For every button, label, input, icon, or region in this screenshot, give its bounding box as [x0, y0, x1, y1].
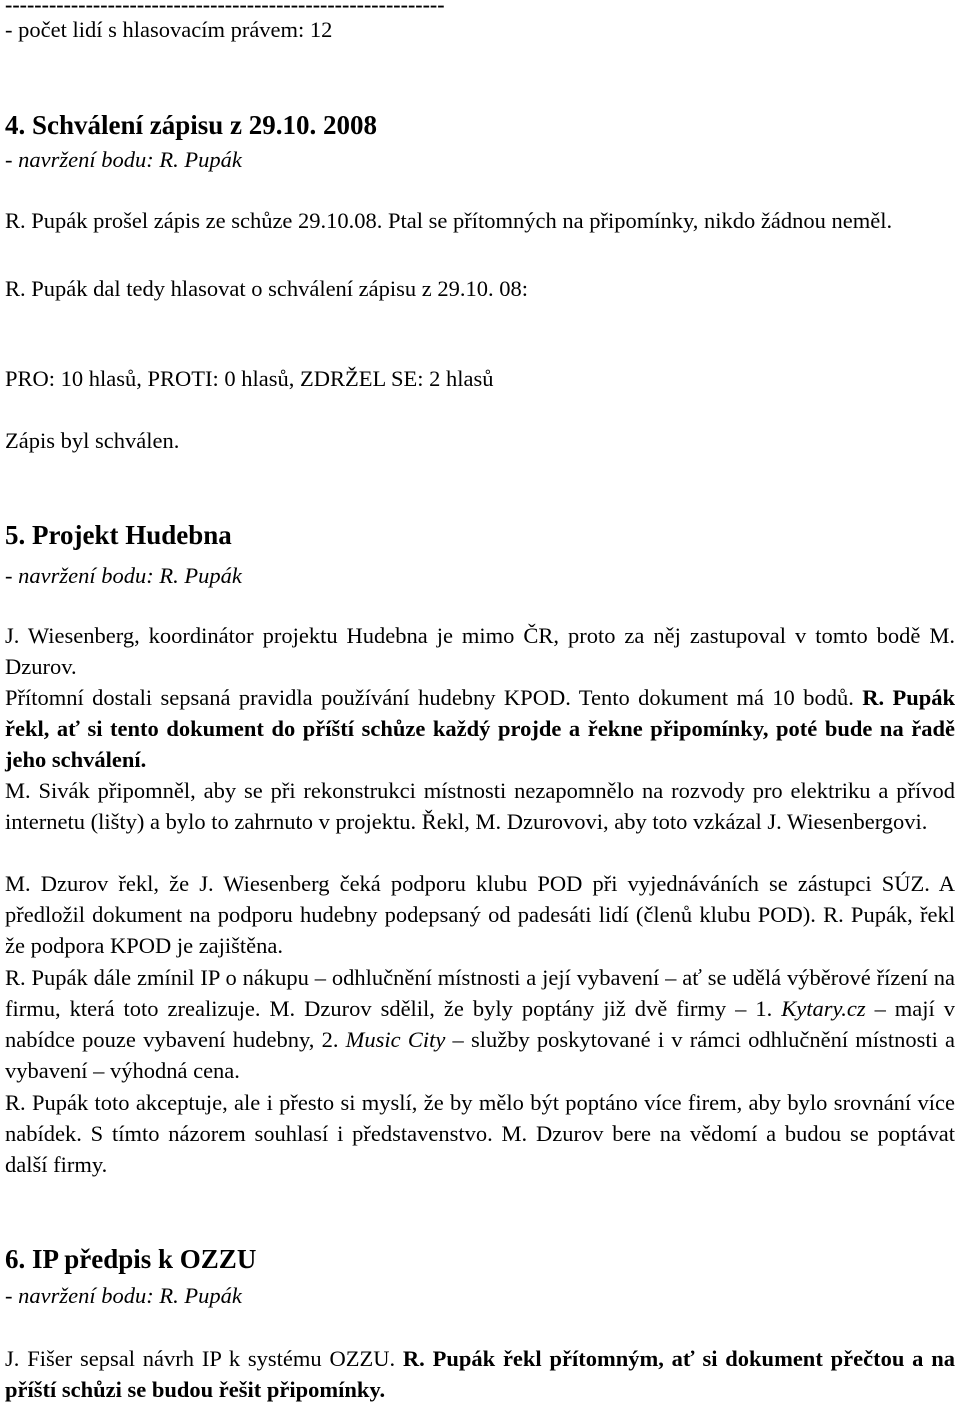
company-music-city: Music City: [345, 1027, 446, 1052]
paragraph-5-part-2: – mají v nabídce pouze vybavení hudebny, 2.: [5, 996, 955, 1052]
paragraph-5-part-3: – služby poskytované i v rámci odhlučnění místnosti a vybavení – výhodná cena.: [5, 1027, 956, 1083]
proposal-text: J. Fišer sepsal návrh IP k systému OZZU.: [5, 1346, 403, 1371]
voters-count: - počet lidí s hlasovacím právem: 12: [5, 17, 333, 42]
section-6-paragraph-1: [5, 1343, 955, 1405]
section-5-proposer: - navržení bodu: R. Pupák: [5, 563, 242, 588]
section-5-paragraph-6: R. Pupák toto akceptuje, ale i přesto si myslí, že by mělo být poptáno více firem, aby bylo srovnání více nabídek. S tímto názorem souhlasí i představenstvo. M. Dzurov bere na vědomí a budou se poptávat další firmy.: [5, 1090, 955, 1177]
section-5-paragraph-4: M. Dzurov řekl, že J. Wiesenberg čeká podporu klubu POD při vyjednáváních se zástupci SÚZ. A předložil dokument na podporu hudebny podepsaný od padesáti lidí (členů klubu POD). R. Pupák, řekl že podpora KPOD je zajištěna.: [5, 871, 955, 958]
section-6-proposer: - navržení bodu: R. Pupák: [5, 1283, 242, 1308]
section-4-vote-result: PRO: 10 hlasů, PROTI: 0 hlasů, ZDRŽEL SE: 2 hlasů: [5, 366, 494, 391]
section-5-paragraph-3: M. Sivák připomněl, aby se při rekonstrukci místnosti nezapomnělo na rozvody pro elektriku a přívod internetu (lišty) a bylo to zahrnuto v projektu. Řekl, M. Dzurovovi, aby toto vzkázal J. Wiesenbergovi.: [5, 778, 955, 834]
section-4-paragraph-1: R. Pupák prošel zápis ze schůze 29.10.08. Ptal se přítomných na připomínky, nikdo žádnou neměl.: [5, 208, 893, 233]
section-4-approval: Zápis byl schválen.: [5, 428, 180, 453]
section-6-title: 6. IP předpis k OZZU: [5, 1244, 257, 1274]
section-5-paragraph-2: [5, 682, 955, 775]
separator-line: ------------------------------------------------------------: [5, 0, 445, 17]
company-kytary: Kytary.cz: [781, 996, 866, 1021]
section-5-paragraph-5: [5, 962, 955, 1086]
reading-request-text: R. Pupák řekl přítomným, ať si dokument přečtou a na příští schůzi se budou řešit připomínky.: [5, 1346, 955, 1402]
section-5-paragraph-1: J. Wiesenberg, koordinátor projektu Hudebna je mimo ČR, proto za něj zastupoval v tomto bodě M. Dzurov.: [5, 623, 955, 679]
section-4-proposer: - navržení bodu: R. Pupák: [5, 147, 242, 172]
paragraph-5-part-1: R. Pupák dále zmínil IP o nákupu – odhlučnění místnosti a její vybavení – ať se udělá výběrové řízení na firmu, která toto zrealizuje. M. Dzurov sdělil, že byly poptány již dvě firmy – 1.: [5, 965, 955, 1021]
rules-document-text: Přítomní dostali sepsaná pravidla používání hudebny KPOD. Tento dokument má 10 bodů.: [5, 685, 863, 710]
section-4-paragraph-2: R. Pupák dal tedy hlasovat o schválení zápisu z 29.10. 08:: [5, 276, 529, 301]
section-4-title: 4. Schválení zápisu z 29.10. 2008: [5, 110, 378, 140]
section-5-title: 5. Projekt Hudebna: [5, 520, 232, 550]
review-request-text: R. Pupák řekl, ať si tento dokument do příští schůze každý projde a řekne připomínky, poté bude na řadě jeho schválení.: [5, 685, 955, 772]
